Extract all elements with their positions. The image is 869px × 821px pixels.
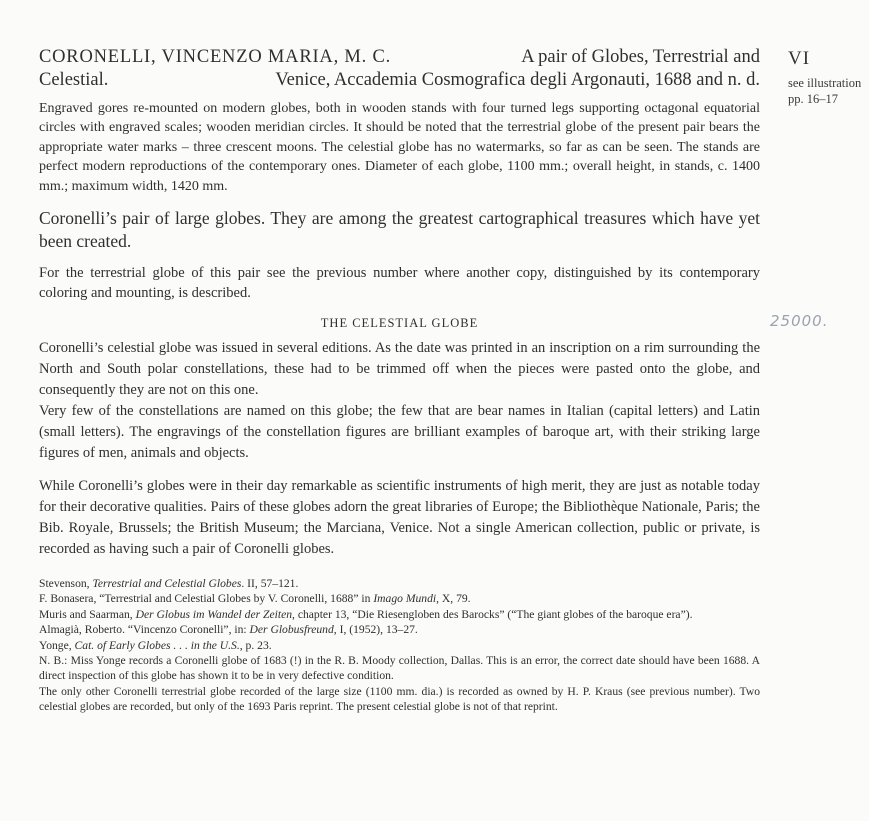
entry-number: VI: [788, 48, 811, 69]
imprint: Venice, Accademia Cosmografica degli Argonauti, 1688 and n. d.: [275, 70, 760, 90]
reference-item: Stevenson, Terrestrial and Celestial Globes. II, 57–121.: [39, 577, 299, 591]
illustration-note: see illustration pp. 16–17: [788, 76, 862, 106]
title-part-2: Celestial.: [39, 70, 109, 90]
title-part-1: A pair of Globes, Terrestrial and: [521, 47, 760, 67]
closing-paragraph: While Coronelli’s globes were in their day remarkable as scientific instruments of high merit, they are just as notable today for their decorative qualities. Pairs of these globes adorn the great libraries of Europe; the Bibliothèque Nationale, Paris; the Bib. Royale, Brussels; the British Museum; the Marciana, Venice. Not a single American collection, public or private, is recorded as having such a pair of Coronelli globes.: [39, 478, 760, 558]
section-heading: THE CELESTIAL GLOBE: [320, 316, 479, 331]
lead-statement: Coronelli’s pair of large globes. They are among the greatest cartographical treasures which have yet been created.: [39, 208, 760, 252]
reference-item: Almagià, Roberto. “Vincenzo Coronelli”, in: Der Globusfreund, I, (1952), 13–27.: [39, 623, 418, 637]
reference-item: F. Bonasera, “Terrestrial and Celestial Globes by V. Coronelli, 1688” in Imago Mundi, X, 79.: [39, 592, 471, 606]
reference-item: Muris and Saarman, Der Globus im Wandel der Zeiten, chapter 13, “Die Riesengloben des Barocks” (“The giant globes of the baroque era”).: [39, 607, 693, 621]
physical-description: Engraved gores re-mounted on modern globes, both in wooden stands with four turned legs supporting octagonal equatorial circles with engraved scales; wooden meridian circles. It should be noted that the terrestrial globe of the present pair bears the appropriate water marks – three crescent moons. The celestial globe has no watermarks, so far as can be seen. The stands are perfect modern reproductions of the contemporary ones. Diameter of each globe, 1100 mm.; overall height, in stands, c. 1400 mm.; maximum width, 1420 mm.: [39, 101, 760, 194]
celestial-paragraph-1: Coronelli’s celestial globe was issued in several editions. As the date was printed in an inscription on a rim surrounding the North and South polar constellations, these had to be trimmed off when the pieces were pasted onto the globe, and consequently they are not on this one.: [39, 340, 760, 399]
reference-item: Yonge, Cat. of Early Globes . . . in the U.S., p. 23.: [39, 638, 272, 652]
celestial-paragraph-2: Very few of the constellations are named on this globe; the few that are bear names in Italian (capital letters) and Latin (small letters). The engravings of the constellation figures are brilliant examples of baroque art, with their striking large figures of men, animals and objects.: [39, 403, 760, 462]
terrestrial-note: For the terrestrial globe of this pair see the previous number where another copy, distinguished by its contemporary coloring and mounting, is described.: [39, 265, 760, 302]
handwritten-price: 25000.: [770, 312, 829, 330]
references: [39, 576, 760, 715]
reference-note: N. B.: Miss Yonge records a Coronelli globe of 1683 (!) in the R. B. Moody collection, Dallas. This is an error, the correct date should have been 1688. A direct inspection of this globe has shown it to be in very defective condition.: [39, 654, 760, 683]
reference-note: The only other Coronelli terrestrial globe recorded of the large size (1100 mm. dia.) is recorded as owned by H. P. Kraus (see previous number). Two celestial globes are recorded, but only of the 1693 Paris reprint. The present celestial globe is not of that reprint.: [39, 684, 760, 714]
author: CORONELLI, VINCENZO MARIA, M. C.: [39, 47, 392, 67]
margin-column: [788, 48, 864, 107]
entry-body: [39, 46, 760, 715]
entry-title: [39, 46, 760, 92]
